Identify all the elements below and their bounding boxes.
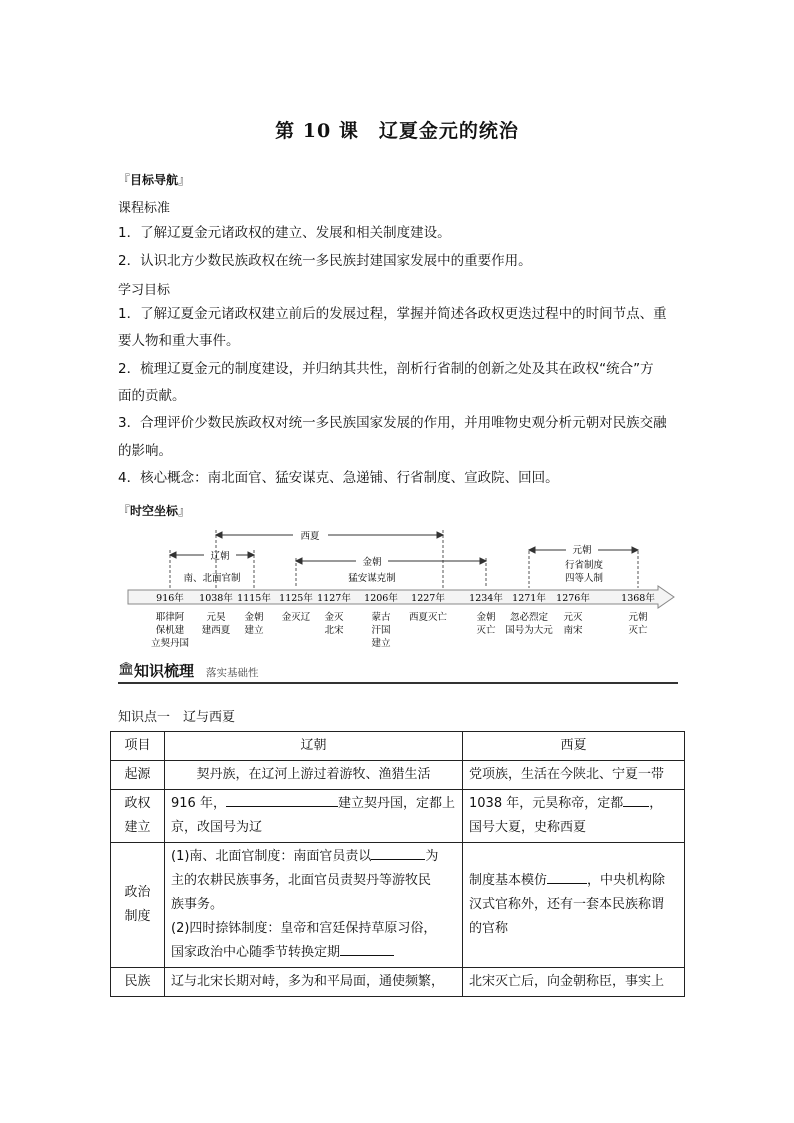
cell-text: 916 年，	[171, 796, 226, 811]
objectives-heading: 学习目标	[118, 283, 171, 298]
timeline-event: 灭亡	[628, 625, 648, 636]
span-yuan-note-2: 四等人制	[564, 573, 604, 584]
timeline-year: 1234年	[469, 593, 503, 604]
timeline-event: 耶律阿	[155, 612, 185, 623]
knowledge-header	[118, 660, 678, 684]
fill-blank[interactable]	[547, 869, 587, 884]
row-label-line: 政权	[124, 796, 151, 811]
curriculum-item: 1．了解辽夏金元诸政权的建立、发展和相关制度建设。	[118, 225, 451, 241]
table-header-row	[111, 732, 685, 761]
table-cell: 辽与北宋长期对峙，多为和平局面，通使频繁，	[165, 968, 463, 997]
span-jin-note: 猛安谋克制	[348, 573, 396, 584]
fill-blank[interactable]	[340, 941, 394, 956]
timeline-event: 北宋	[324, 625, 344, 636]
span-liao-note: 南、北面官制	[183, 573, 241, 584]
timeline-event: 元灭	[563, 612, 583, 623]
table-row	[111, 790, 685, 843]
row-label: 民族	[111, 968, 165, 997]
table-row	[111, 761, 685, 790]
row-label-line: 制度	[124, 909, 151, 924]
cell-text: 主的农耕民族事务，北面官员责契丹等游牧民	[171, 873, 432, 888]
timeline-event: 立契丹国	[150, 638, 190, 649]
timeline-event: 元昊	[206, 612, 226, 623]
timeline-year: 1276年	[556, 593, 590, 604]
table-cell	[463, 790, 685, 843]
cell-text: 1038 年，元昊称帝，定都	[469, 796, 624, 811]
objective-line: 的影响。	[118, 443, 172, 459]
building-icon: 🏛	[118, 662, 135, 677]
cell-text: 建立契丹国，定都上	[337, 796, 455, 811]
table-cell	[165, 790, 463, 843]
timeline-event: 国号为大元	[505, 625, 553, 636]
table-header: 西夏	[463, 732, 685, 761]
span-yuan-label: 元朝	[572, 545, 592, 556]
section-timeline-label: 时空坐标	[130, 504, 179, 518]
row-label	[111, 843, 165, 968]
table-cell: 契丹族，在辽河上游过着游牧、渔猎生活	[165, 761, 463, 790]
timeline-year: 1227年	[411, 593, 445, 604]
row-label-line: 建立	[124, 820, 151, 835]
timeline-event: 金灭辽	[281, 612, 311, 623]
knowledge-subtitle: 落实基础性	[206, 667, 259, 679]
cell-text: 国号大夏，史称西夏	[469, 820, 587, 835]
row-label	[111, 790, 165, 843]
objective-line: 2．梳理辽夏金元的制度建设，并归纳其共性，剖析行省制的创新之处及其在政权“统合”方	[118, 361, 654, 377]
timeline-event: 金灭	[324, 612, 344, 623]
timeline-year: 1125年	[279, 593, 313, 604]
cell-text: 族事务。	[171, 897, 224, 912]
span-yuan-note-1: 行省制度	[564, 560, 604, 571]
timeline-event: 建立	[371, 638, 391, 649]
section-tag-timeline: 『时空坐标』	[118, 504, 191, 518]
timeline-diagram	[118, 520, 688, 662]
section-goals-label: 目标导航	[130, 173, 179, 187]
cell-text: 的官称	[469, 921, 509, 936]
cell-text: ，中央机构除	[587, 873, 666, 888]
objective-line: 要人物和重大事件。	[118, 333, 240, 349]
span-jin-label: 金朝	[362, 557, 382, 568]
cell-text: 汉式官称外，还有一套本民族称谓	[469, 897, 665, 912]
timeline-event: 蒙古	[371, 612, 391, 623]
cell-text: 为	[425, 849, 439, 864]
timeline-year: 1368年	[621, 593, 655, 604]
knowledge-point-title: 知识点一 辽与西夏	[118, 710, 236, 725]
timeline-year: 1206年	[364, 593, 398, 604]
timeline-event: 金朝	[244, 612, 264, 623]
timeline-event: 金朝	[476, 612, 496, 623]
table-header: 项目	[111, 732, 165, 761]
timeline-event: 南宋	[563, 625, 583, 636]
objective-line: 1．了解辽夏金元诸政权建立前后的发展过程，掌握并简述各政权更迭过程中的时间节点、重	[118, 306, 667, 322]
cell-text: (2)四时捺钵制度：皇帝和宫廷保持草原习俗，	[171, 921, 437, 936]
table-row	[111, 843, 685, 968]
timeline-event: 汗国	[371, 625, 391, 636]
table-cell: 北宋灭亡后，向金朝称臣，事实上	[463, 968, 685, 997]
cell-text: 国家政治中心随季节转换定期	[171, 945, 341, 960]
objective-line: 3．合理评价少数民族政权对统一多民族国家发展的作用，并用唯物史观分析元朝对民族交融	[118, 415, 667, 431]
page-title: 第 10 课 辽夏金元的统治	[275, 120, 519, 142]
timeline-event: 建西夏	[201, 625, 231, 636]
cell-text: 制度基本模仿	[469, 873, 548, 888]
section-tag-goals: 『目标导航』	[118, 173, 191, 187]
curriculum-item: 2．认识北方少数民族政权在统一多民族封建国家发展中的重要作用。	[118, 253, 532, 269]
timeline-event: 西夏灭亡	[408, 612, 448, 623]
timeline-year: 1115年	[237, 593, 271, 604]
cell-text: (1)南、北面官制度：南面官员责以	[171, 849, 372, 864]
objective-line: 面的贡献。	[118, 388, 186, 404]
timeline-event: 元朝	[628, 612, 648, 623]
comparison-table	[110, 731, 685, 997]
span-liao-label: 辽朝	[210, 551, 230, 562]
timeline-event: 建立	[244, 625, 264, 636]
cell-text: ，	[649, 796, 663, 811]
table-cell	[165, 843, 463, 968]
timeline-year: 916年	[156, 593, 184, 604]
fill-blank[interactable]	[226, 792, 338, 807]
table-header: 辽朝	[165, 732, 463, 761]
row-label-line: 政治	[124, 885, 151, 900]
timeline-event: 忽必烈定	[509, 612, 549, 623]
timeline-event: 灭亡	[476, 625, 496, 636]
fill-blank[interactable]	[623, 792, 649, 807]
timeline-year: 1038年	[199, 593, 233, 604]
table-cell	[463, 843, 685, 968]
table-cell: 党项族，生活在今陕北、宁夏一带	[463, 761, 685, 790]
cell-text: 京，改国号为辽	[171, 820, 263, 835]
span-xixia-label: 西夏	[300, 531, 320, 542]
timeline-year: 1127年	[317, 593, 351, 604]
fill-blank[interactable]	[371, 845, 425, 860]
knowledge-title: 知识梳理	[134, 662, 195, 680]
timeline-year: 1271年	[512, 593, 546, 604]
row-label: 起源	[111, 761, 165, 790]
table-row	[111, 968, 685, 997]
objective-line: 4．核心概念：南北面官、猛安谋克、急递铺、行省制度、宣政院、回回。	[118, 470, 559, 486]
curriculum-heading: 课程标准	[118, 201, 171, 216]
timeline-event: 保机建	[155, 625, 185, 636]
